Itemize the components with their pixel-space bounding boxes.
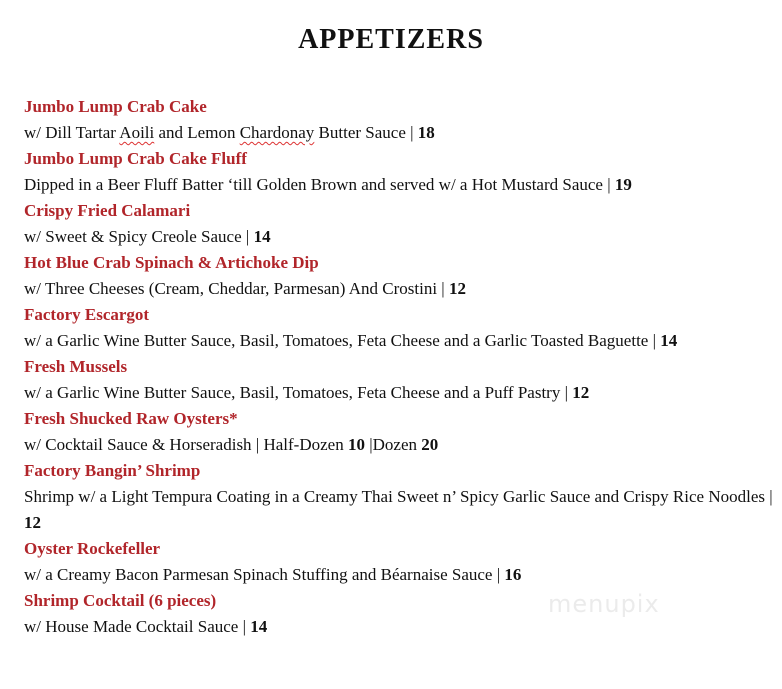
- item-description: [24, 172, 774, 198]
- desc-text: w/ Sweet & Spicy Creole Sauce: [24, 227, 242, 246]
- item-price: 19: [614, 175, 632, 194]
- separator: |: [560, 383, 573, 402]
- desc-text: w/ Cocktail Sauce & Horseradish: [24, 435, 252, 454]
- item-name: Hot Blue Crab Spinach & Artichoke Dip: [24, 253, 319, 272]
- menu-item: [24, 146, 774, 198]
- misspelled-word: Aoili: [119, 123, 155, 142]
- item-description: [24, 484, 774, 536]
- desc-text: w/ House Made Cocktail Sauce: [24, 617, 239, 636]
- dozen-price: 20: [421, 435, 439, 454]
- separator: |: [437, 279, 449, 298]
- item-description: [24, 562, 774, 588]
- item-description: [24, 380, 774, 406]
- item-description: [24, 432, 774, 458]
- desc-text: Butter Sauce: [314, 123, 406, 142]
- menu-item: [24, 536, 774, 588]
- desc-text: w/ Dill Tartar: [24, 123, 120, 142]
- item-price: 16: [504, 565, 522, 584]
- menu-item: [24, 198, 774, 250]
- menu-list: [24, 94, 774, 640]
- item-price: 12: [24, 513, 41, 532]
- separator: |: [765, 487, 773, 506]
- desc-text: Dipped in a Beer Fluff Batter ‘till Golden Brown and served w/ a Hot Mustard Sauce: [24, 175, 603, 194]
- menu-item: [24, 250, 774, 302]
- desc-text: w/ Three Cheeses (Cream, Cheddar, Parmesan) And Crostini: [24, 279, 438, 298]
- item-name: Crispy Fried Calamari: [24, 201, 191, 220]
- desc-text: w/ a Garlic Wine Butter Sauce, Basil, Tomatoes, Feta Cheese and a Garlic Toasted Baguette: [24, 331, 649, 350]
- item-price: 14: [253, 227, 271, 246]
- item-price: 12: [572, 383, 590, 402]
- item-name: Shrimp Cocktail (6 pieces): [24, 591, 217, 610]
- separator: |: [238, 617, 251, 636]
- separator: |: [492, 565, 505, 584]
- separator: |: [602, 175, 615, 194]
- separator: |: [369, 435, 373, 454]
- page-title: APPETIZERS: [298, 24, 484, 55]
- desc-text: w/ a Garlic Wine Butter Sauce, Basil, Tomatoes, Feta Cheese and a Puff Pastry: [24, 383, 561, 402]
- item-price: 14: [660, 331, 678, 350]
- separator: |: [251, 435, 264, 454]
- menu-item: [24, 354, 774, 406]
- dozen-label: Dozen: [372, 435, 417, 454]
- menu-item: [24, 588, 774, 640]
- item-description: [24, 276, 774, 302]
- menu-item: [24, 94, 774, 146]
- menu-item: [24, 458, 774, 536]
- item-name: Factory Bangin’ Shrimp: [24, 461, 201, 480]
- desc-text: Shrimp w/ a Light Tempura Coating in a Creamy Thai Sweet n’ Spicy Garlic Sauce and Crispy Rice Noodles: [24, 487, 765, 506]
- item-price: 18: [417, 123, 435, 142]
- item-price: 14: [250, 617, 268, 636]
- menu-item: [24, 406, 774, 458]
- separator: |: [648, 331, 661, 350]
- item-name: Oyster Rockefeller: [24, 539, 161, 558]
- watermark: menupix: [548, 590, 660, 618]
- misspelled-word: Chardonay: [239, 123, 315, 142]
- item-name: Jumbo Lump Crab Cake: [24, 97, 207, 116]
- separator: |: [405, 123, 418, 142]
- item-name: Fresh Shucked Raw Oysters*: [24, 409, 238, 428]
- item-price: 12: [448, 279, 466, 298]
- item-description: [24, 224, 774, 250]
- item-name: Fresh Mussels: [24, 357, 128, 376]
- item-name: Jumbo Lump Crab Cake Fluff: [24, 149, 247, 168]
- half-dozen-label: Half-Dozen: [263, 435, 344, 454]
- item-description: [24, 120, 774, 146]
- desc-text: and Lemon: [154, 123, 240, 142]
- item-description: [24, 328, 684, 354]
- half-dozen-price: 10: [347, 435, 365, 454]
- desc-text: w/ a Creamy Bacon Parmesan Spinach Stuffing and Béarnaise Sauce: [24, 565, 493, 584]
- menu-item: [24, 302, 774, 354]
- separator: |: [241, 227, 254, 246]
- item-name: Factory Escargot: [24, 305, 150, 324]
- item-description: [24, 614, 774, 640]
